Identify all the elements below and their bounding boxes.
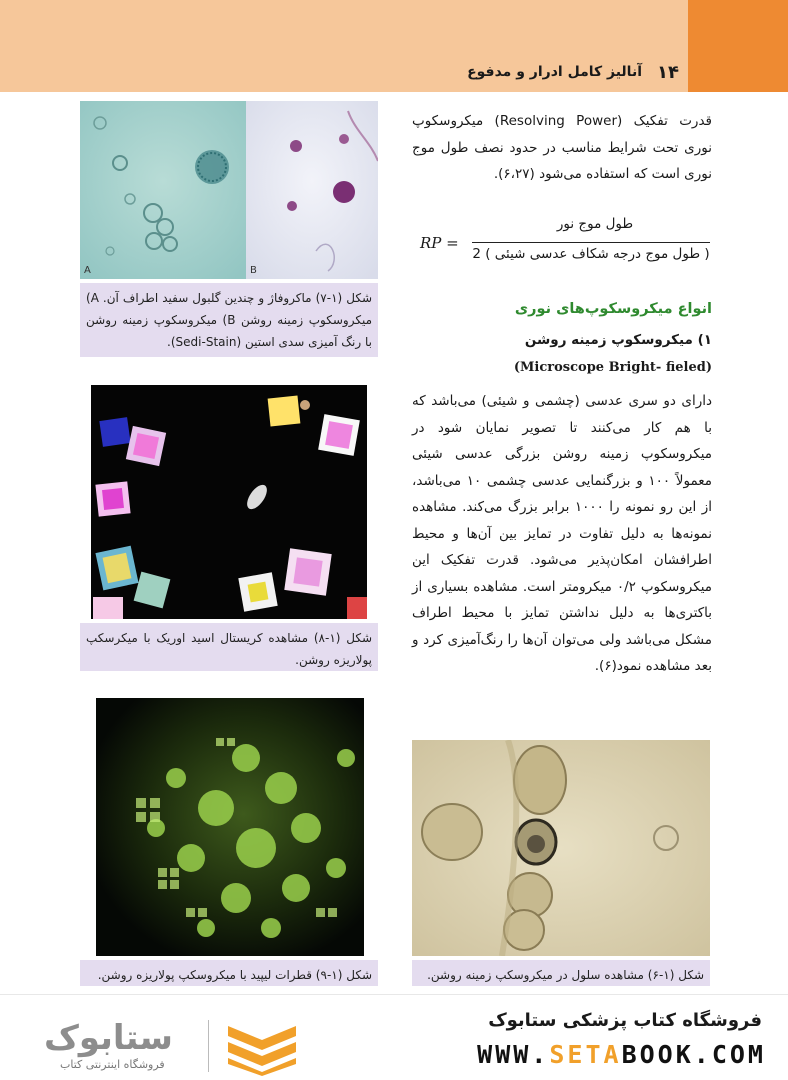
subsection-english: (Microscope Bright- fieled) bbox=[513, 360, 712, 375]
figure-brightfield-cells-image bbox=[412, 740, 710, 956]
logo-subtitle: فروشگاه اینترنتی کتاب bbox=[60, 1058, 165, 1071]
formula-denominator-wrap bbox=[472, 246, 710, 262]
store-name: فروشگاه کتاب پزشکی ستابوک bbox=[488, 1010, 762, 1031]
formula-numerator: طول موج نور bbox=[556, 216, 634, 232]
resolving-power-formula bbox=[420, 216, 712, 282]
paragraph-resolving-power: قدرت تفکیک (Resolving Power) میکروسکوپ نوری تحت شرایط مناسب در حدود نصف طول موج نوری است که استفاده می‌شود (۶،۲۷). bbox=[412, 113, 712, 182]
formula-lhs: RP = bbox=[420, 234, 459, 252]
book-chevron-logo-icon bbox=[222, 1020, 302, 1076]
url-part-2: BOOK.COM bbox=[621, 1040, 766, 1069]
url-part-1: WWW. bbox=[477, 1040, 550, 1069]
logo-wordmark: ستابوک bbox=[44, 1018, 173, 1058]
subsection-heading: ۱) میکروسکوپ زمینه روشن bbox=[524, 332, 712, 348]
panel-label-a: A bbox=[84, 265, 91, 276]
figure-macrophage-image bbox=[80, 101, 378, 279]
figure-lipid-droplets-image bbox=[96, 698, 364, 956]
caption-figure-1-6: شکل (۱-۶) مشاهده سلول در میکروسکپ زمینه روشن. bbox=[412, 960, 710, 986]
book-title: آنالیز کامل ادرار و مدفوع bbox=[467, 64, 642, 80]
logo-divider bbox=[208, 1020, 209, 1072]
paragraph-brightfield: دارای دو سری عدسی (چشمی و شیئی) می‌باشد که با هم کار می‌کنند تا تصویر نمایان شود در میکروسکوپ زمینه روشن بزرگی عدسی شیئی معمولاً ۱۰۰ و بزرگنمایی عدسی چشمی ۱۰ می‌باشد، از این رو نمونه را ۱۰۰۰ برابر بزرگ می‌کند. مشاهده نمونه‌ها به دلیل تفاوت در تمایز بین آن‌ها و محیط اطرافشان امکان‌پذیر می‌شود. قدرت تفکیک این میکروسکوپ ۰/۲ میکرومتر است. مشاهده بسیاری از باکتری‌ها به دلیل نداشتن تمایز با محیط اطراف مشکل می‌باشد ولی می‌توان آن‌ها را رنگ‌آمیزی کرد و بعد مشاهده نمود(۶). bbox=[412, 393, 712, 674]
panel-label-b: B bbox=[250, 265, 257, 276]
formula-factor: 2 bbox=[472, 246, 481, 262]
section-heading: انواع میکروسکوپ‌های نوری bbox=[514, 301, 712, 317]
header-tab bbox=[688, 0, 788, 92]
caption-figure-1-8: شکل (۱-۸) مشاهده کریستال اسید اوریک با میکرسکپ پولاریزه روشن. bbox=[80, 623, 378, 671]
caption-figure-1-7: شکل (۱-۷) ماکروفاژ و چندین گلبول سفید اطراف آن. A) میکروسکوپ زمینه روشن B) میکروسکوپ زمینه روشن با رنگ آمیزی سدی استین (Sedi-Stain). bbox=[80, 283, 378, 357]
footer-separator bbox=[0, 994, 788, 995]
page-number: ۱۴ bbox=[657, 62, 679, 83]
formula-denominator: ( طول موج درجه شکاف عدسی شیئی ) bbox=[485, 246, 710, 262]
figure-uric-acid-image bbox=[91, 385, 367, 619]
url-highlight: SETA bbox=[549, 1040, 622, 1069]
caption-figure-1-9: شکل (۱-۹) قطرات لیپید با میکروسکپ پولاریزه روشن. bbox=[80, 960, 378, 986]
store-url[interactable] bbox=[477, 1040, 766, 1069]
fraction-bar bbox=[472, 242, 710, 243]
